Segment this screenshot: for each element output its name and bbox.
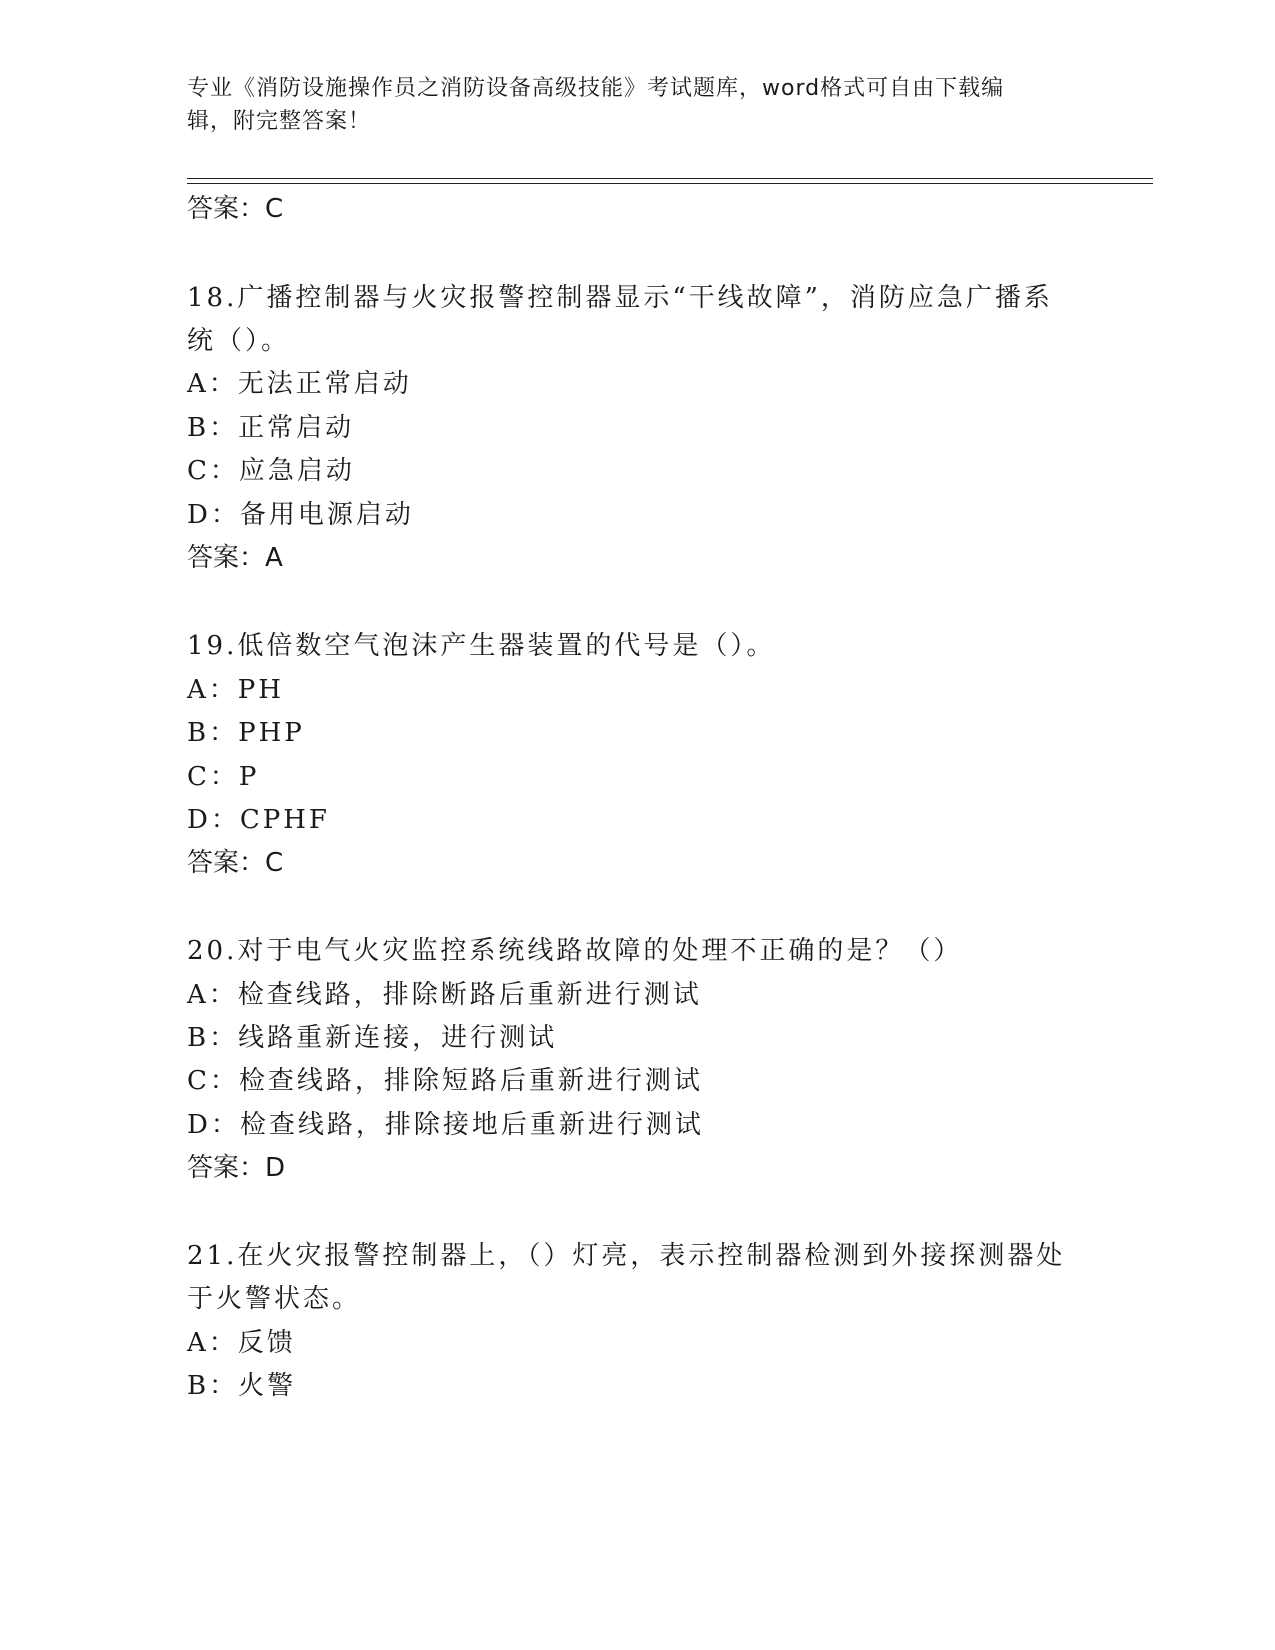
option-c: C：P bbox=[187, 762, 260, 792]
answer-20: 答案：D bbox=[187, 1153, 286, 1183]
option-a: A：反馈 bbox=[187, 1328, 296, 1358]
option-d: D：检查线路，排除接地后重新进行测试 bbox=[187, 1110, 704, 1140]
option-b: B：正常启动 bbox=[187, 413, 355, 443]
option-c: C：应急启动 bbox=[187, 456, 355, 486]
option-a: A：检查线路，排除断路后重新进行测试 bbox=[187, 980, 702, 1010]
option-b: B：火警 bbox=[187, 1371, 297, 1401]
option-c: C：检查线路，排除短路后重新进行测试 bbox=[187, 1066, 703, 1096]
question-text-line-2: 统（）。 bbox=[187, 326, 291, 356]
option-b: B：线路重新连接，进行测试 bbox=[187, 1023, 558, 1053]
question-text-line-1: 19.低倍数空气泡沫产生器装置的代号是（）。 bbox=[187, 631, 776, 661]
option-d: D：备用电源启动 bbox=[187, 500, 414, 530]
header-line-1: 专业《消防设施操作员之消防设备高级技能》考试题库，word格式可自由下载编 bbox=[187, 76, 1005, 101]
header-rule-top bbox=[187, 178, 1153, 179]
answer-18: 答案：A bbox=[187, 543, 283, 573]
option-a: A：无法正常启动 bbox=[187, 369, 412, 399]
option-b: B：PHP bbox=[187, 718, 305, 748]
answer-previous: 答案：C bbox=[187, 194, 284, 224]
answer-19: 答案：C bbox=[187, 848, 284, 878]
document-header bbox=[187, 72, 1087, 138]
option-d: D：CPHF bbox=[187, 805, 330, 835]
question-text-line-1: 18.广播控制器与火灾报警控制器显示“干线故障”，消防应急广播系 bbox=[187, 283, 1053, 313]
header-line-2: 辑，附完整答案！ bbox=[187, 109, 372, 134]
question-text-line-2: 于火警状态。 bbox=[187, 1284, 362, 1314]
question-text-line-1: 20.对于电气火灾监控系统线路故障的处理不正确的是？（） bbox=[187, 936, 963, 966]
header-rule-bottom bbox=[187, 183, 1153, 184]
question-text-line-1: 21.在火灾报警控制器上，（）灯亮，表示控制器检测到外接探测器处 bbox=[187, 1241, 1066, 1271]
option-a: A：PH bbox=[187, 675, 284, 705]
